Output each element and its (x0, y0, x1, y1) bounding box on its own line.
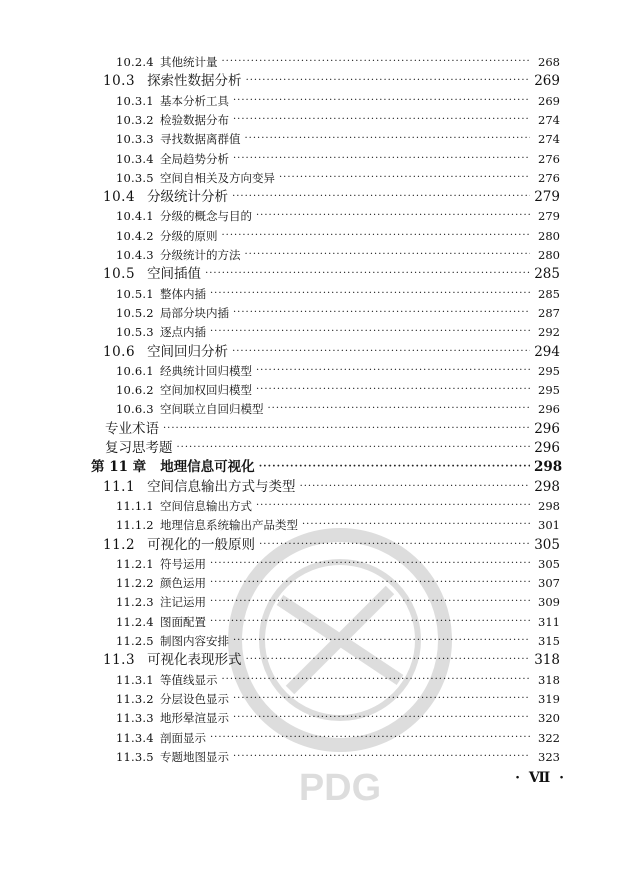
toc-entry-page-number: 318 (538, 672, 560, 687)
toc-row (0, 457, 624, 477)
toc-entry-title: 可视化的一般原则 (147, 536, 256, 553)
toc-entry-page-number: 268 (538, 55, 560, 69)
dot-leader (205, 264, 530, 284)
toc-row (0, 129, 624, 149)
toc-row (0, 515, 624, 535)
toc-row (0, 284, 624, 304)
toc-entry[interactable] (116, 149, 560, 169)
dot-leader (246, 650, 530, 670)
toc-entry[interactable] (116, 515, 560, 535)
toc-row (0, 670, 624, 690)
toc-entry[interactable] (116, 206, 560, 226)
toc-entry-page-number: 276 (538, 151, 560, 166)
toc-entry-title: 空间信息输出方式 (160, 498, 252, 513)
toc-entry-title: 分级统计的方法 (160, 248, 241, 262)
toc-row (0, 535, 624, 555)
toc-row (0, 477, 624, 497)
dot-leader (210, 284, 530, 304)
toc-entry-page-number: 285 (538, 286, 560, 301)
toc-entry[interactable] (103, 71, 560, 91)
toc-row (0, 52, 624, 72)
toc-entry-page-number: 295 (538, 383, 560, 398)
dot-leader (256, 380, 530, 400)
toc-entry[interactable] (103, 650, 560, 670)
dot-leader (259, 535, 530, 555)
toc-entry-number: 11.1 (103, 478, 136, 495)
toc-row (0, 264, 624, 284)
toc-entry-page-number: 296 (534, 440, 560, 456)
toc-entry-page-number: 305 (538, 556, 560, 571)
toc-entry[interactable] (105, 438, 560, 458)
dot-leader (279, 168, 530, 188)
toc-entry-number: 11.1.2 (116, 518, 154, 533)
toc-entry-title: 整体内插 (160, 286, 206, 301)
toc-entry[interactable] (116, 322, 560, 342)
toc-entry-title: 地理信息可视化 (160, 459, 255, 476)
toc-entry-page-number: 320 (538, 711, 560, 726)
toc-entry-title: 专业术语 (105, 420, 159, 437)
toc-entry-number: 第 11 章 (91, 459, 147, 476)
toc-entry-page-number: 296 (534, 420, 560, 437)
toc-entry-page-number: 269 (534, 73, 560, 90)
dot-leader (233, 110, 530, 130)
toc-entry-number: 10.4.3 (116, 248, 154, 262)
toc-entry[interactable] (116, 303, 560, 323)
toc-entry-title: 等值线显示 (160, 672, 218, 687)
toc-row (0, 592, 624, 612)
toc-entry-number: 11.3.4 (116, 730, 154, 745)
toc-row (0, 187, 624, 207)
toc-entry[interactable] (116, 670, 560, 690)
toc-entry[interactable] (116, 380, 560, 400)
toc-entry[interactable] (116, 554, 560, 574)
toc-entry[interactable] (103, 477, 560, 497)
toc-entry[interactable] (116, 284, 560, 304)
toc-entry-title: 空间联立自回归模型 (160, 402, 264, 417)
toc-entry-page-number: 280 (538, 248, 560, 262)
toc-entry-title: 探索性数据分析 (147, 73, 242, 90)
toc-row (0, 303, 624, 323)
toc-entry-title: 可视化表现形式 (147, 652, 242, 669)
toc-entry-title: 图面配置 (160, 614, 206, 629)
dot-leader (210, 592, 530, 612)
dot-leader (233, 747, 530, 767)
toc-row (0, 419, 624, 439)
toc-entry-page-number: 292 (538, 325, 560, 340)
toc-entry-page-number: 279 (534, 189, 560, 206)
toc-entry-number: 10.5 (103, 266, 136, 283)
toc-row (0, 91, 624, 111)
toc-entry[interactable] (103, 535, 560, 555)
toc-entry-page-number: 296 (538, 402, 560, 417)
toc-entry[interactable] (103, 187, 560, 207)
dot-leader (233, 689, 530, 709)
toc-entry[interactable] (116, 52, 560, 72)
toc-entry-title: 剖面显示 (160, 730, 206, 745)
toc-row (0, 631, 624, 651)
toc-row (0, 438, 624, 458)
toc-entry-page-number: 322 (538, 730, 560, 745)
toc-entry-number: 10.5.1 (116, 286, 154, 301)
toc-row (0, 650, 624, 670)
toc-entry[interactable] (105, 419, 560, 439)
dot-leader (210, 612, 530, 632)
toc-row (0, 554, 624, 574)
toc-row (0, 573, 624, 593)
toc-entry-title: 基本分析工具 (160, 93, 229, 108)
toc-entry-page-number: 279 (538, 209, 560, 224)
toc-entry-title: 空间自相关及方向变异 (160, 170, 275, 185)
toc-row (0, 380, 624, 400)
toc-entry-number: 11.3.2 (116, 691, 154, 706)
toc-entry-number: 11.2.5 (116, 634, 154, 648)
toc-entry-number: 10.4.1 (116, 209, 154, 224)
dot-leader (256, 206, 530, 226)
toc-entry-title: 空间加权回归模型 (160, 383, 252, 398)
toc-row (0, 361, 624, 381)
dot-leader (245, 245, 531, 265)
toc-entry-number: 10.6.2 (116, 383, 154, 398)
toc-entry-number: 10.6.1 (116, 363, 154, 378)
toc-entry-number: 10.5.2 (116, 305, 154, 320)
toc-entry-page-number: 307 (538, 576, 560, 591)
toc-entry-number: 10.3.4 (116, 151, 154, 166)
toc-entry-page-number: 276 (538, 170, 560, 185)
toc-entry-title: 符号运用 (160, 556, 206, 571)
toc-entry-title: 分级的概念与目的 (160, 209, 252, 224)
toc-entry-title: 注记运用 (160, 595, 206, 610)
toc-entry-number: 11.2.3 (116, 595, 154, 610)
toc-entry[interactable] (103, 264, 560, 284)
dot-leader (233, 708, 530, 728)
toc-entry[interactable] (116, 708, 560, 728)
dot-leader (177, 438, 531, 458)
dot-leader (233, 303, 530, 323)
toc-entry-number: 11.2.2 (116, 576, 154, 591)
toc-entry-number: 10.4 (103, 189, 136, 206)
toc-entry-page-number: 287 (538, 305, 560, 320)
toc-entry-number: 11.3 (103, 652, 136, 669)
toc-row (0, 496, 624, 516)
dot-leader (232, 187, 530, 207)
toc-entry[interactable] (116, 129, 560, 149)
toc-entry[interactable] (116, 168, 560, 188)
toc-row (0, 689, 624, 709)
toc-entry-page-number: 323 (538, 749, 560, 764)
toc-row (0, 322, 624, 342)
toc-entry-title: 局部分块内插 (160, 305, 229, 320)
toc-entry-number: 10.3.1 (116, 93, 154, 108)
toc-row (0, 110, 624, 130)
toc-entry-number: 11.2.1 (116, 556, 154, 571)
toc-row (0, 245, 624, 265)
toc-entry[interactable] (116, 91, 560, 111)
toc-row (0, 168, 624, 188)
toc-entry[interactable] (116, 361, 560, 381)
toc-row (0, 612, 624, 632)
toc-entry-number: 10.2.4 (116, 55, 154, 69)
toc-entry[interactable] (116, 573, 560, 593)
toc-entry-number: 11.3.5 (116, 749, 154, 764)
toc-entry-title: 颜色运用 (160, 576, 206, 591)
toc-row (0, 342, 624, 362)
toc-entry-title: 地理信息系统输出产品类型 (160, 518, 298, 533)
dot-leader (233, 91, 530, 111)
dot-leader (256, 496, 530, 516)
dot-leader (268, 399, 531, 419)
toc-entry-title: 寻找数据离群值 (160, 132, 241, 147)
toc-entry-title: 专题地图显示 (160, 749, 229, 764)
toc-entry-page-number: 298 (538, 498, 560, 513)
toc-entry-page-number: 318 (534, 652, 560, 669)
toc-entry-page-number: 319 (538, 691, 560, 706)
dot-leader (232, 342, 530, 362)
toc-entry-page-number: 309 (538, 595, 560, 610)
toc-entry[interactable] (116, 631, 560, 651)
toc-entry-title: 复习思考题 (105, 440, 173, 456)
toc-entry-page-number: 274 (538, 112, 560, 127)
toc-entry-page-number: 315 (538, 634, 560, 648)
toc-entry-page-number: 274 (538, 132, 560, 147)
toc-entry-number: 11.1.1 (116, 498, 154, 513)
toc-entry[interactable] (116, 747, 560, 767)
toc-row (0, 399, 624, 419)
toc-row (0, 206, 624, 226)
dot-leader (222, 226, 531, 246)
toc-entry-title: 经典统计回归模型 (160, 363, 252, 378)
toc-entry-number: 10.5.3 (116, 325, 154, 340)
toc-entry-title: 地形晕渲显示 (160, 711, 229, 726)
toc-row (0, 728, 624, 748)
toc-entry-page-number: 305 (534, 536, 560, 553)
toc-entry-page-number: 298 (534, 478, 560, 495)
page-number-footer: · Ⅶ · (515, 770, 566, 786)
toc-entry-page-number: 280 (538, 228, 560, 243)
dot-leader (222, 52, 531, 72)
toc-entry-title: 空间插值 (147, 266, 202, 283)
toc-entry-number: 10.6 (103, 343, 136, 360)
watermark-text: PDG (298, 767, 382, 809)
dot-leader (245, 129, 531, 149)
toc-entry[interactable] (116, 110, 560, 130)
toc-entry[interactable] (116, 496, 560, 516)
dot-leader (256, 361, 530, 381)
toc-entry-number: 11.2 (103, 536, 136, 553)
toc-entry-title: 逐点内插 (160, 325, 206, 340)
toc-row (0, 226, 624, 246)
toc-entry-number: 10.3 (103, 73, 136, 90)
dot-leader (300, 477, 530, 497)
toc-entry[interactable] (116, 728, 560, 748)
toc-entry-title: 空间信息输出方式与类型 (147, 478, 296, 495)
dot-leader (210, 554, 530, 574)
toc-entry-page-number: 298 (534, 459, 563, 476)
dot-leader (302, 515, 530, 535)
dot-leader (210, 322, 530, 342)
toc-row (0, 149, 624, 169)
dot-leader (259, 457, 530, 477)
toc-entry-page-number: 269 (538, 93, 560, 108)
toc-entry-title: 分层设色显示 (160, 691, 229, 706)
dot-leader (210, 573, 530, 593)
toc-entry-page-number: 295 (538, 363, 560, 378)
toc-entry-page-number: 294 (534, 343, 560, 360)
toc-row (0, 708, 624, 728)
toc-entry-number: 10.3.5 (116, 170, 154, 185)
toc-row (0, 747, 624, 767)
toc-entry[interactable] (116, 689, 560, 709)
toc-entry-number: 10.4.2 (116, 228, 154, 243)
dot-leader (222, 670, 531, 690)
toc-entry[interactable] (116, 226, 560, 246)
toc-entry[interactable] (116, 245, 560, 265)
toc-entry-page-number: 311 (538, 614, 560, 629)
toc-entry-title: 分级统计分析 (147, 189, 229, 206)
toc-entry-title: 其他统计量 (160, 55, 218, 69)
dot-leader (246, 71, 530, 91)
toc-entry[interactable] (103, 342, 560, 362)
toc-entry[interactable] (116, 612, 560, 632)
dot-leader (233, 149, 530, 169)
toc-entry-title: 分级的原则 (160, 228, 218, 243)
toc-row (0, 71, 624, 91)
toc-entry-number: 10.3.3 (116, 132, 154, 147)
toc-entry-page-number: 301 (538, 518, 560, 533)
toc-entry-title: 检验数据分布 (160, 112, 229, 127)
toc-entry-title: 制图内容安排 (160, 634, 229, 648)
toc-entry-number: 10.6.3 (116, 402, 154, 417)
toc-entry[interactable] (91, 457, 563, 477)
dot-leader (163, 419, 530, 439)
toc-entry[interactable] (116, 399, 560, 419)
toc-entry-number: 10.3.2 (116, 112, 154, 127)
toc-entry-number: 11.2.4 (116, 614, 154, 629)
toc-entry-title: 空间回归分析 (147, 343, 229, 360)
dot-leader (210, 728, 530, 748)
toc-entry-title: 全局趋势分析 (160, 151, 229, 166)
toc-entry-page-number: 285 (534, 266, 560, 283)
dot-leader (233, 631, 530, 651)
toc-entry-number: 11.3.3 (116, 711, 154, 726)
toc-entry-number: 11.3.1 (116, 672, 154, 687)
toc-entry[interactable] (116, 592, 560, 612)
